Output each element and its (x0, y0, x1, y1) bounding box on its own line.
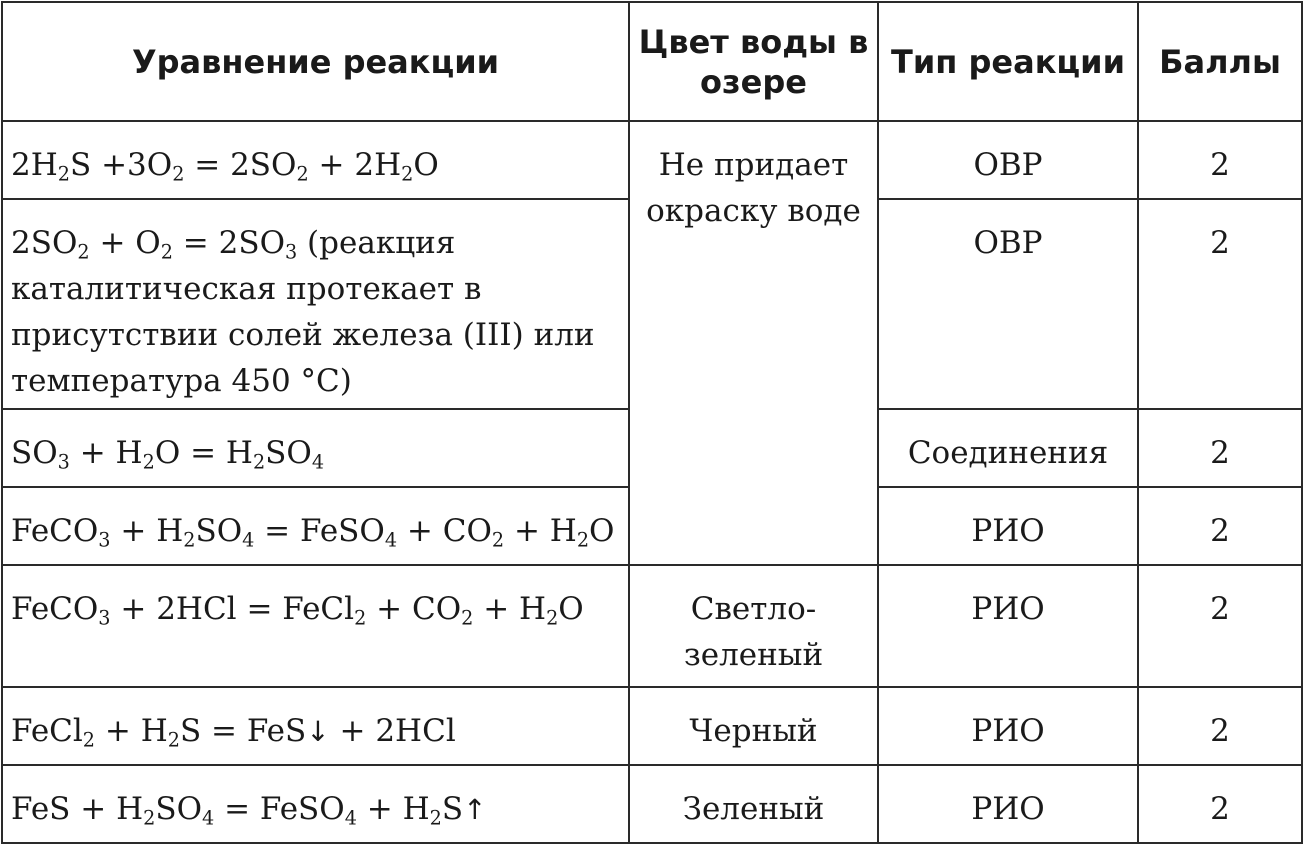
reaction-type-cell: РИО (878, 765, 1138, 843)
header-color: Цвет воды в озере (629, 2, 878, 121)
score-cell: 2 (1138, 199, 1302, 409)
reaction-type-cell: РИО (878, 687, 1138, 765)
table-row (2, 565, 1302, 687)
header-row (2, 2, 1302, 121)
water-color-cell: Светло-зеленый (629, 565, 878, 687)
reaction-type-cell: Соединения (878, 409, 1138, 487)
table-row (2, 687, 1302, 765)
header-score: Баллы (1138, 2, 1302, 121)
score-cell: 2 (1138, 765, 1302, 843)
equation-cell: $2H_2S +3O_2 = 2SO_2 + 2H_2O$ (2, 121, 629, 199)
score-cell: 2 (1138, 565, 1302, 687)
equation-cell: $2SO_2 + O_2 = 2SO_3$ (реакция каталитическая протекает в присутствии солей железа (III) или температура 450 °C) (2, 199, 629, 409)
water-color-cell: Черный (629, 687, 878, 765)
score-cell: 2 (1138, 121, 1302, 199)
table-row (2, 121, 1302, 199)
equation-cell: FeCO$_3$ + 2HCl = FeCl$_2$ + $CO_2 + H_2O$ (2, 565, 629, 687)
reaction-type-cell: ОВР (878, 199, 1138, 409)
header-equation: Уравнение реакции (2, 2, 629, 121)
equation-cell: $SO_3 + H_2O = H_2SO_4$ (2, 409, 629, 487)
score-cell: 2 (1138, 687, 1302, 765)
water-color-cell: Не придает окраску воде (629, 121, 878, 565)
reaction-type-cell: ОВР (878, 121, 1138, 199)
water-color-cell: Зеленый (629, 765, 878, 843)
equation-cell: FeCO$_3$ + $H_2SO_4$ = FeSO$_4$ + $CO_2 + H_2O$ (2, 487, 629, 565)
score-cell: 2 (1138, 409, 1302, 487)
reaction-type-cell: РИО (878, 565, 1138, 687)
table-row (2, 765, 1302, 843)
reaction-type-cell: РИО (878, 487, 1138, 565)
equation-cell: FeS + $H_2SO_4$ = FeSO$_4$ + $H_2S↑$ (2, 765, 629, 843)
reaction-table (1, 1, 1303, 844)
header-type: Тип реакции (878, 2, 1138, 121)
equation-cell: FeCl$_2$ + $H_2S$ = FeS↓ + 2HCl (2, 687, 629, 765)
score-cell: 2 (1138, 487, 1302, 565)
